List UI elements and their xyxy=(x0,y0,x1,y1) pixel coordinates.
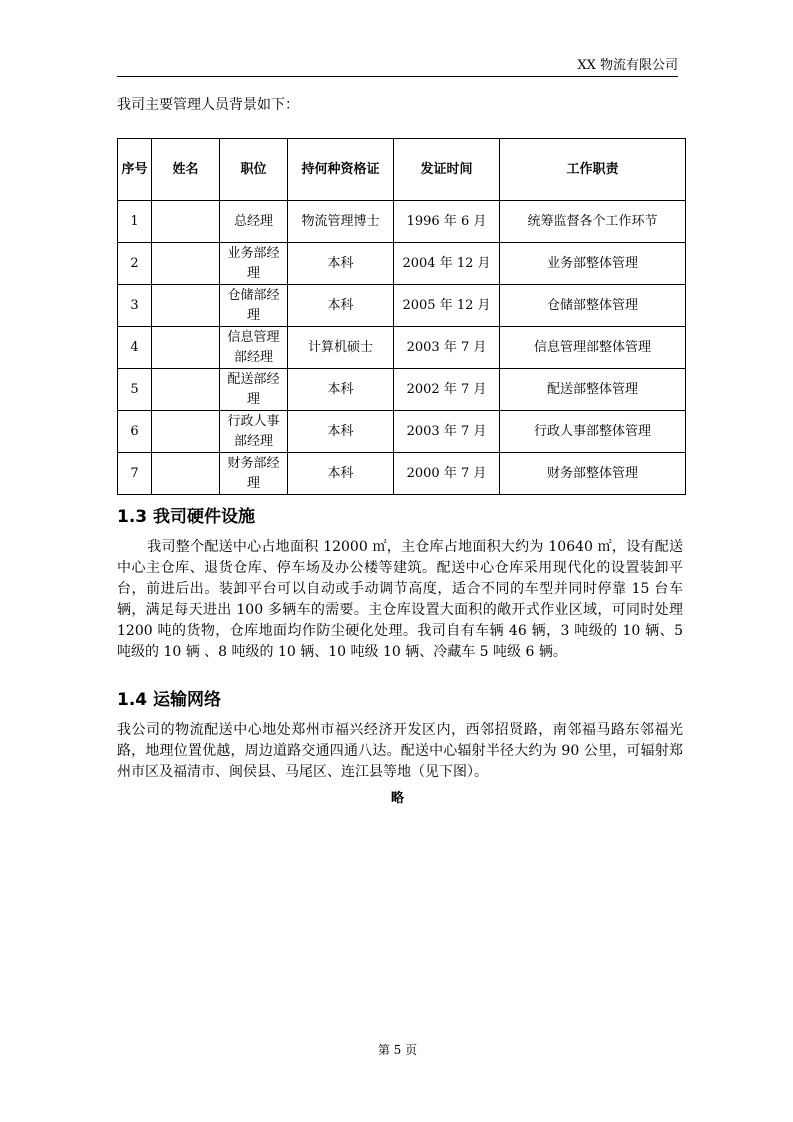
table-row xyxy=(118,201,686,243)
cell-seq: 5 xyxy=(118,369,152,411)
cell-position: 配送部经理 xyxy=(220,369,288,411)
cell-cert: 本科 xyxy=(288,411,394,453)
page-number: 第 5 页 xyxy=(377,1043,418,1057)
table-row xyxy=(118,327,686,369)
cell-name xyxy=(152,201,220,243)
cell-date: 1996 年 6 月 xyxy=(394,201,500,243)
cell-duty: 统筹监督各个工作环节 xyxy=(500,201,686,243)
section-heading-network: 1.4 运输网络 xyxy=(117,690,222,710)
cell-date: 2000 年 7 月 xyxy=(394,453,500,495)
network-paragraph: 我公司的物流配送中心地处郑州市福兴经济开发区内，西邻招贤路，南邻福马路东邻福光路，地理位置优越，周边道路交通四通八达。配送中心辐射半径大约为 90 公里，可辐射郑州市区及福清市、闽侯县、马尾区、连江县等地（见下图）。 xyxy=(117,722,683,780)
cell-name xyxy=(152,327,220,369)
cell-date: 2004 年 12 月 xyxy=(394,243,500,285)
cell-cert: 本科 xyxy=(288,453,394,495)
cell-position: 仓储部经理 xyxy=(220,285,288,327)
cell-name xyxy=(152,243,220,285)
cell-seq: 6 xyxy=(118,411,152,453)
intro-text: 我司主要管理人员背景如下： xyxy=(117,97,299,113)
cell-duty: 业务部整体管理 xyxy=(500,243,686,285)
cell-duty: 配送部整体管理 xyxy=(500,369,686,411)
cell-seq: 7 xyxy=(118,453,152,495)
figure-placeholder: 略 xyxy=(390,791,404,806)
header-divider xyxy=(117,76,678,77)
cell-position: 财务部经理 xyxy=(220,453,288,495)
header-duty: 工作职责 xyxy=(500,139,686,201)
cell-name xyxy=(152,285,220,327)
management-table xyxy=(117,138,686,495)
hardware-paragraph xyxy=(117,537,683,663)
cell-date: 2002 年 7 月 xyxy=(394,369,500,411)
cell-date: 2003 年 7 月 xyxy=(394,411,500,453)
cell-cert: 计算机硕士 xyxy=(288,327,394,369)
hardware-paragraph-text: 我司整个配送中心占地面积 12000 ㎡，主仓库占地面积大约为 10640 ㎡，设有配送中心主仓库、退货仓库、停车场及办公楼等建筑。配送中心仓库采用现代化的设置装卸平台，前进后出。装卸平台可以自动或手动调节高度，适合不同的车型并同时停靠 15 台车辆，满足每天进出 100 多辆车的需要。主仓库设置大面积的敞开式作业区域，可同时处理 1200 吨的货物，仓库地面均作防尘硬化处理。我司自有车辆 46 辆，3 吨级的 10 辆、5 吨级的 10 辆 、8 吨级的 10 辆、10 吨级 10 辆、冷藏车 5 吨级 6 辆。 xyxy=(117,539,683,660)
header-name: 姓名 xyxy=(152,139,220,201)
table-header-row xyxy=(118,139,686,201)
cell-duty: 信息管理部整体管理 xyxy=(500,327,686,369)
cell-cert: 物流管理博士 xyxy=(288,201,394,243)
header-date: 发证时间 xyxy=(394,139,500,201)
cell-position: 总经理 xyxy=(220,201,288,243)
cell-cert: 本科 xyxy=(288,285,394,327)
cell-seq: 2 xyxy=(118,243,152,285)
cell-position: 业务部经理 xyxy=(220,243,288,285)
header-seq: 序号 xyxy=(118,139,152,201)
cell-seq: 1 xyxy=(118,201,152,243)
header-cert: 持何种资格证 xyxy=(288,139,394,201)
cell-cert: 本科 xyxy=(288,243,394,285)
cell-name xyxy=(152,369,220,411)
cell-position: 信息管理部经理 xyxy=(220,327,288,369)
table-row xyxy=(118,285,686,327)
cell-duty: 行政人事部整体管理 xyxy=(500,411,686,453)
page-header: XX 物流有限公司 xyxy=(577,58,678,73)
cell-name xyxy=(152,453,220,495)
table-row xyxy=(118,243,686,285)
cell-date: 2003 年 7 月 xyxy=(394,327,500,369)
table-row xyxy=(118,453,686,495)
cell-duty: 仓储部整体管理 xyxy=(500,285,686,327)
header-position: 职位 xyxy=(220,139,288,201)
cell-duty: 财务部整体管理 xyxy=(500,453,686,495)
cell-seq: 3 xyxy=(118,285,152,327)
section-heading-hardware: 1.3 我司硬件设施 xyxy=(117,507,256,527)
cell-date: 2005 年 12 月 xyxy=(394,285,500,327)
cell-position: 行政人事部经理 xyxy=(220,411,288,453)
table-row xyxy=(118,411,686,453)
cell-name xyxy=(152,411,220,453)
table-row xyxy=(118,369,686,411)
cell-seq: 4 xyxy=(118,327,152,369)
cell-cert: 本科 xyxy=(288,369,394,411)
